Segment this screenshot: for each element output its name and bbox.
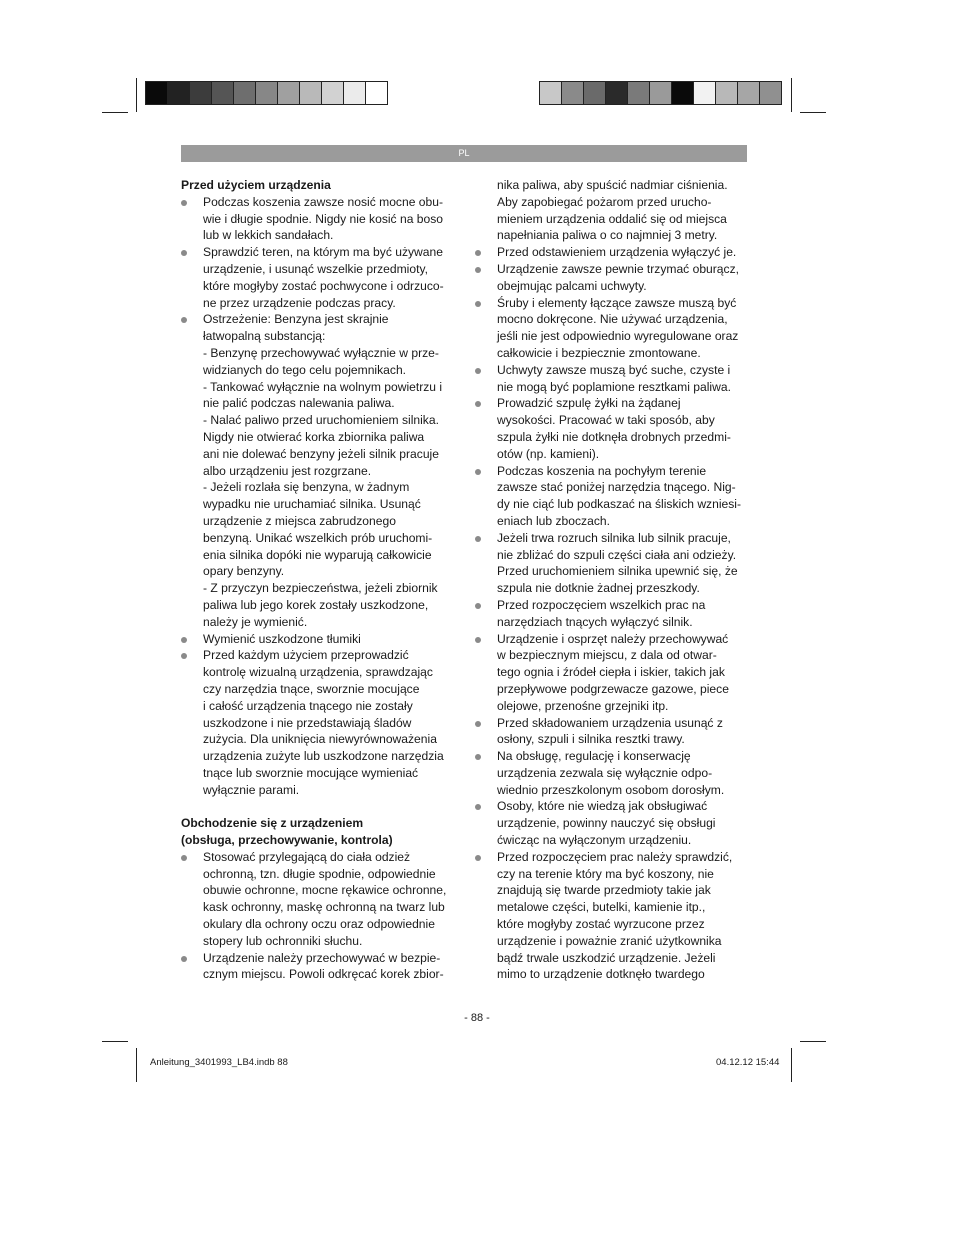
color-swatch [650,82,672,104]
bullet-item [181,950,453,984]
bullet-item [475,530,750,597]
color-swatch [168,82,190,104]
bullet-dot-icon [475,536,481,542]
text-line: osłony, szpuli i silnika resztki trawy. [497,732,685,747]
bullet-item [475,849,750,983]
bullet-item [181,849,453,950]
text-line: Przed rozpoczęciem prac należy sprawdzić, [497,849,733,864]
text-line: Ostrzeżenie: Benzyna jest skrajnie [203,312,389,327]
text-line: Sprawdzić teren, na którym ma być używane [203,245,443,260]
text-line: Wymienić uszkodzone tłumiki [203,631,361,646]
text-line: ne przez urządzenie podczas pracy. [203,295,396,310]
text-line: narzędziach tnących wyłączyć silnik. [497,614,693,629]
bullet-dot-icon [181,637,187,643]
text-line: szpula żyłki nie dotknęła drobnych przedmi- [497,429,731,444]
color-swatch [628,82,650,104]
text-line: metalowe części, butelki, kamienie itp., [497,900,706,915]
color-swatch [190,82,212,104]
text-line: Uchwyty zawsze muszą być suche, czyste i [497,362,731,377]
text-line: w bezpiecznym miejscu, z dala od otwar- [497,648,717,663]
text-line: stopery lub ochronniki słuchu. [203,933,363,948]
text-line: i całość urządzenia tnącego nie zostały [203,698,413,713]
color-swatch [256,82,278,104]
text-line: zużycia. Dla uniknięcia niewyrównoważenia [203,732,437,747]
text-line: znajdują się twarde przedmioty takie jak [497,883,711,898]
text-line: otów (np. kamieni). [497,446,600,461]
text-line: lub w lekkich sandałach. [203,228,334,243]
crop-mark [800,112,826,113]
bullet-dot-icon [181,250,187,256]
text-line: dy nie ciąć lub podkaszać na śliskich wzniesi- [497,497,742,512]
text-line: Jeżeli trwa rozruch silnika lub silnik pracuje, [497,530,731,545]
color-swatch [234,82,256,104]
bullet-dot-icon [181,855,187,861]
text-line: urządzenia zezwala się wyłącznie odpo- [497,765,713,780]
text-line: Urządzenie zawsze pewnie trzymać oburącz, [497,261,739,276]
text-line: urządzenie, powinny nauczyć się obsługi [497,816,716,831]
bullet-item [475,798,750,848]
text-line: Przed odstawieniem urządzenia wyłączyć je. [497,245,737,260]
text-line: eniach lub zboczach. [497,513,610,528]
text-line: ćwicząc na wyłączonym urządzeniu. [497,833,692,848]
color-swatch [322,82,344,104]
text-line: urządzenie, i usunąć wszelkie przedmioty, [203,261,428,276]
crop-mark [102,112,128,113]
bullet-item [475,395,750,462]
continued-paragraph [475,177,750,244]
bullet-dot-icon [475,301,481,307]
text-line: Na obsługę, regulację i konserwację [497,749,691,764]
bullet-dot-icon [181,317,187,323]
bullet-dot-icon [181,653,187,659]
color-swatch [366,82,387,104]
bullet-dot-icon [475,804,481,810]
text-line: Prowadzić szpulę żyłki na żądanej [497,396,681,411]
bullet-dot-icon [475,721,481,727]
text-line: paliwa lub jego korek zostały uszkodzone, [203,597,429,612]
text-line: Przed rozpoczęciem wszelkich prac na [497,597,706,612]
text-line: należy je wymienić. [203,614,308,629]
section-title-handling [181,815,453,849]
bullet-dot-icon [475,267,481,273]
bullet-dot-icon [475,855,481,861]
text-line: Przed składowaniem urządzenia usunąć z [497,715,723,730]
color-swatch [344,82,366,104]
text-line: opary benzyny. [203,564,285,579]
language-header-bar [181,145,747,162]
color-swatch [672,82,694,104]
crop-mark [791,1048,792,1082]
bullet-dot-icon [475,469,481,475]
text-line: jeśli nie jest odpowiednio wyregulowane oraz [497,329,739,344]
text-line: ochronną, tzn. długie spodnie, odpowiednie [203,866,436,881]
text-line: urządzenie i poważnie zranić użytkownika [497,933,722,948]
text-line: Urządzenie i osprzęt należy przechowywać [497,631,729,646]
text-line: czy na terenie który ma być koszony, nie [497,866,714,881]
text-line: szpula nie dotknie żadnej przeszkody. [497,581,700,596]
color-swatch [584,82,606,104]
section-title-line: (obsługa, przechowywanie, kontrola) [181,833,393,848]
bullet-item [181,244,453,311]
text-line: wie i długie spodnie. Nigdy nie kosić na boso [203,211,444,226]
color-bar-right [539,81,782,105]
color-swatch [738,82,760,104]
color-swatch [146,82,168,104]
bullet-item [475,597,750,631]
text-line: Podczas koszenia na pochyłym terenie [497,463,707,478]
text-line: - Z przyczyn bezpieczeństwa, jeżeli zbiornik [203,581,438,596]
color-swatch [760,82,781,104]
bullet-item [475,631,750,715]
text-line: czy narzędzia tnące, sworznie mocujące [203,681,420,696]
text-line: bądź trwale uszkodzić urządzenie. Jeżeli [497,950,716,965]
text-line: całkowicie i bezpiecznie zmontowane. [497,345,701,360]
text-line: mimo to urządzenie dotknęło twardego [497,967,705,982]
text-line: łatwopalną substancją: [203,329,326,344]
text-line: - Benzynę przechowywać wyłącznie w prze- [203,345,439,360]
footer-filename: Anleitung_3401993_LB4.indb 88 [150,1057,288,1068]
language-label: PL [458,148,470,158]
text-line: kask ochronny, maskę ochronną na twarz lub [203,900,445,915]
color-bar-left [145,81,388,105]
text-line: albo urządzeniu jest rozgrzane. [203,463,372,478]
bullet-dot-icon [475,754,481,760]
text-line: nika paliwa, aby spuścić nadmiar ciśnienia. [497,178,728,192]
color-swatch [562,82,584,104]
right-column [475,177,750,983]
text-line: tego ognia i źródeł ciepła i iskier, takich jak [497,665,725,680]
bullet-item [475,261,750,295]
text-line: nie mogą być poplamione resztkami paliwa. [497,379,731,394]
text-line: Podczas koszenia zawsze nosić mocne obu- [203,194,443,209]
left-column [181,177,453,983]
text-line: Śruby i elementy łączące zawsze muszą być [497,295,737,310]
text-line: Urządzenie należy przechowywać w bezpie- [203,950,441,965]
bullet-dot-icon [181,200,187,206]
text-line: obejmując palcami uchwyty. [497,278,647,293]
text-line: które mogłyby zostać wyrzucone przez [497,917,705,932]
bullet-item [475,362,750,396]
bullet-item [181,311,453,630]
bullet-item [475,463,750,530]
text-line: benzyną. Unikać wszelkich prób uruchomi- [203,530,433,545]
bullet-dot-icon [475,250,481,256]
color-swatch [212,82,234,104]
text-line: nie palić podczas nalewania paliwa. [203,396,395,411]
crop-mark [136,1048,137,1082]
bullet-dot-icon [181,956,187,962]
text-line: obuwie ochronne, mocne rękawice ochronne, [203,883,447,898]
text-line: urządzenie z miejsca zabrudzonego [203,513,396,528]
text-line: Nigdy nie otwierać korka zbiornika paliwa [203,429,425,444]
color-swatch [300,82,322,104]
section-title-line: Obchodzenie się z urządzeniem [181,816,364,831]
color-swatch [540,82,562,104]
text-line: napełniania paliwa o co najmniej 3 metry. [497,228,718,243]
color-swatch [278,82,300,104]
text-line: które mogłyby zostać pochwycone i odrzuco- [203,278,444,293]
page-number: - 88 - [464,1012,490,1024]
text-line: przepływowe podgrzewacze gazowe, piece [497,681,729,696]
text-line: Stosować przylegającą do ciała odzież [203,849,411,864]
text-line: wysokości. Pracować w taki sposób, aby [497,413,715,428]
text-line: enia silnika dopóki nie wyparują całkowicie [203,547,432,562]
color-swatch [694,82,716,104]
crop-mark [102,1041,128,1042]
text-line: mocno dokręcone. Nie używać urządzenia, [497,312,728,327]
bullet-dot-icon [475,637,481,643]
bullet-list-right [475,177,750,983]
bullet-item [475,295,750,362]
text-line: olejowe, przenośne grzejniki itp. [497,698,669,713]
bullet-item [475,748,750,798]
text-line: uszkodzone i nie przedstawiają śladów [203,715,412,730]
bullet-item [475,244,750,261]
text-line: - Tankować wyłącznie na wolnym powietrzu i [203,379,443,394]
text-line: kontrolę wizualną urządzenia, sprawdzając [203,665,433,680]
footer-timestamp: 04.12.12 15:44 [716,1057,780,1068]
text-line: wypadku nie uruchamiać silnika. Usunąć [203,497,421,512]
crop-mark [800,1041,826,1042]
text-line: tnące lub sworznie mocujące wymieniać [203,765,419,780]
color-swatch [606,82,628,104]
text-line: cznym miejscu. Powoli odkręcać korek zbior- [203,967,444,982]
bullet-item [181,194,453,244]
section-title-before-use: Przed użyciem urządzenia [181,178,331,192]
bullet-item [181,647,453,798]
text-line: wiednio przeszkolonym osobom dorosłym. [497,782,725,797]
text-line: widzianych do tego celu pojemnikach. [203,362,407,377]
text-line: urządzenia zużyte lub uszkodzone narzędzia [203,749,444,764]
text-line: okulary dla ochrony oczu oraz odpowiednie [203,917,435,932]
bullet-dot-icon [475,368,481,374]
text-line: nie zbliżać do szpuli części ciała ani odzieży. [497,547,737,562]
text-line: mieniem urządzenia oddalić się od miejsca [497,211,727,226]
text-line: ani nie dolewać benzyny jeżeli silnik pracuje [203,446,439,461]
bullet-item [475,715,750,749]
text-line: - Nalać paliwo przed uruchomieniem silnika. [203,413,439,428]
color-swatch [716,82,738,104]
crop-mark [136,78,137,112]
bullet-list-handling [181,849,453,983]
bullet-list-before-use [181,194,453,799]
crop-mark [791,78,792,112]
text-line: Osoby, które nie wiedzą jak obsługiwać [497,799,708,814]
text-line: wyłącznie parami. [203,782,300,797]
text-line: - Jeżeli rozlała się benzyna, w żadnym [203,480,410,495]
bullet-dot-icon [475,401,481,407]
text-line: zawsze stać poniżej narzędzia tnącego. Nig- [497,480,736,495]
text-line: Przed każdym użyciem przeprowadzić [203,648,409,663]
bullet-item [181,631,453,648]
text-line: Przed uruchomieniem silnika upewnić się, że [497,564,738,579]
bullet-dot-icon [475,603,481,609]
text-line: Aby zapobiegać pożarom przed urucho- [497,194,712,209]
